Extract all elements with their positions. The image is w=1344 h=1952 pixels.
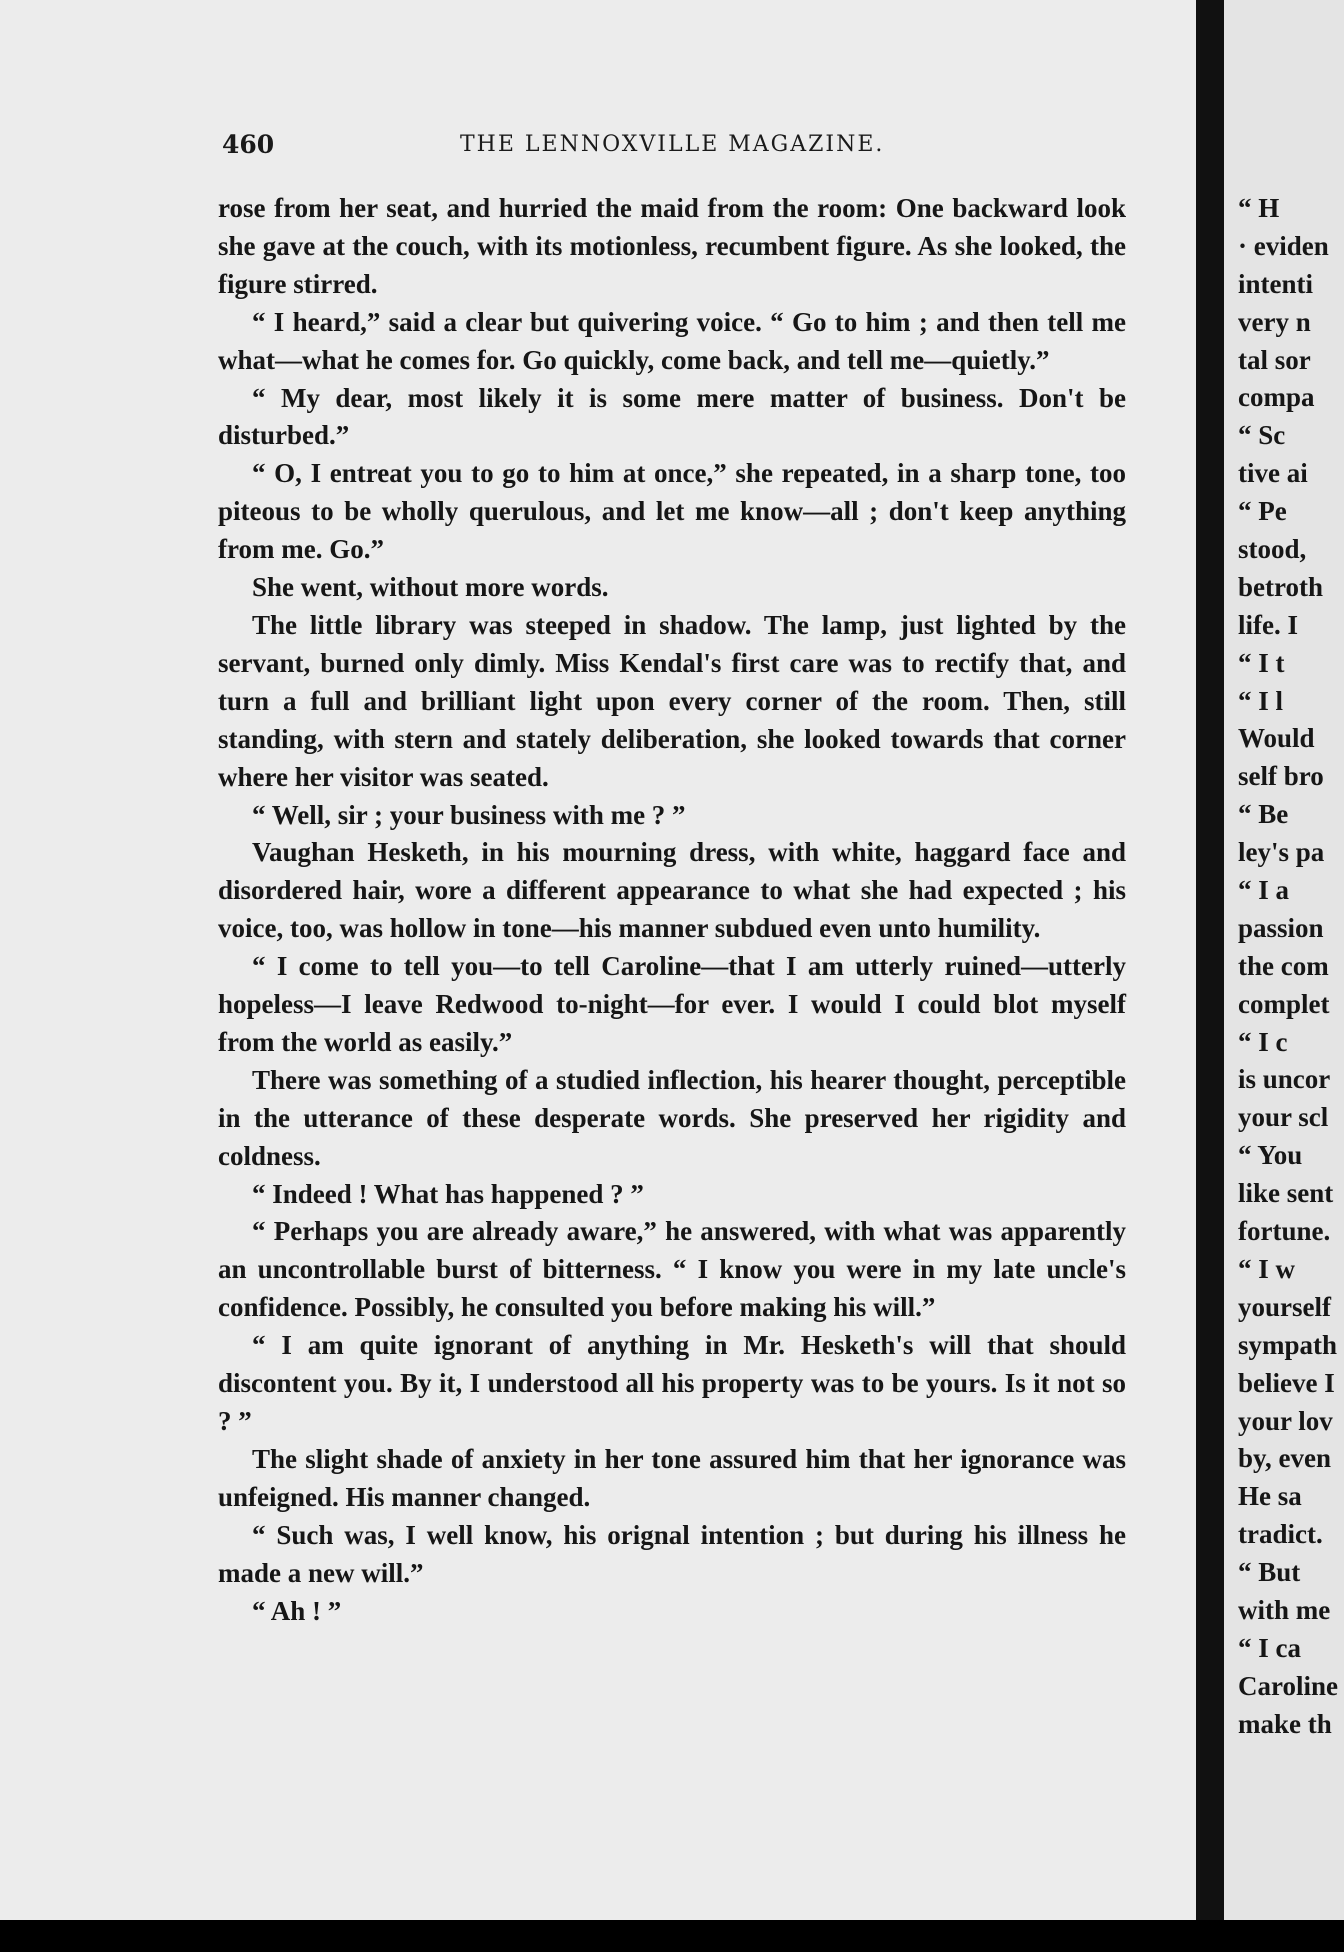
right-page-line: complet [1238, 988, 1330, 1019]
right-page-line: your lov [1238, 1405, 1333, 1436]
paragraph: “ I am quite ignorant of anything in Mr. Hesketh's will that should discontent you. By it, I understood all his property was to be yours. Is it not so ? ” [218, 1330, 1126, 1436]
right-page-line: He sa [1238, 1481, 1302, 1512]
paragraph: “ Ah ! ” [252, 1595, 342, 1626]
right-page-line: stood, [1238, 534, 1307, 565]
right-page-line: very n [1238, 306, 1311, 337]
right-page-line: self bro [1238, 761, 1324, 792]
right-page-line: compa [1238, 382, 1315, 413]
right-page-line: Caroline [1238, 1670, 1338, 1701]
right-page-line: believe I [1238, 1367, 1335, 1398]
right-page-line: “ I l [1238, 685, 1284, 716]
right-page-line: ley's pa [1238, 837, 1325, 868]
right-page-line: “ H [1238, 193, 1280, 223]
right-page-line: “ I t [1238, 647, 1285, 678]
right-page-line: tal sor [1238, 344, 1311, 375]
paragraph: “ O, I entreat you to go to him at once,” she repeated, in a sharp tone, too piteous to be wholly querulous, and let me know—all ; don't keep anything from me. Go.” [218, 458, 1126, 565]
right-page-line: intenti [1238, 268, 1314, 299]
right-page-line: with me [1238, 1594, 1331, 1625]
right-page-line: like sent [1238, 1178, 1334, 1209]
right-page-line: “ I c [1238, 1026, 1288, 1057]
paragraph: There was something of a studied inflection, his hearer thought, perceptible in the utterance of these desperate words. She preserved her rigidity and coldness. [218, 1064, 1126, 1171]
right-page-line: tive ai [1238, 458, 1308, 489]
paragraph: “ I heard,” said a clear but quivering voice. “ Go to him ; and then tell me what—what he comes for. Go quickly, come back, and tell me—quietly.” [218, 306, 1126, 375]
right-page-line: your scl [1238, 1102, 1329, 1133]
paragraph: “ Perhaps you are already aware,” he answered, with what was apparently an uncontrollable burst of bitterness. “ I know you were in my late uncle's confidence. Possibly, he consulted you before making his will.” [218, 1216, 1126, 1323]
paragraph: Vaughan Hesketh, in his mourning dress, with white, haggard face and disordered hair, wore a different appearance to what she had expected ; his voice, too, was hollow in tone—his manner subdued even unto humility. [218, 837, 1126, 944]
paragraph: “ I come to tell you—to tell Caroline—that I am utterly ruined—utterly hopeless—I leave Redwood to-night—for ever. I would I could blot myself from the world as easily.” [218, 951, 1126, 1057]
page-number: 460 [222, 130, 275, 159]
paragraph: She went, without more words. [252, 572, 609, 603]
paragraph: “ Such was, I well know, his orignal intention ; but during his illness he made a new will.” [218, 1519, 1126, 1588]
right-page-line: passion [1238, 912, 1324, 943]
right-page-line: Would [1238, 723, 1315, 754]
right-page-line: “ Be [1238, 799, 1289, 830]
scan-border [0, 1920, 1344, 1952]
right-page-line: betroth [1238, 571, 1323, 602]
right-page-text [1238, 190, 1344, 1744]
paragraph: rose from her seat, and hurried the maid from the room: One backward look she gave at the couch, with its motionless, recumbent figure. As she looked, the figure stirred. [218, 193, 1126, 299]
running-head [222, 124, 1122, 164]
right-page-line: “ But [1238, 1557, 1301, 1588]
paragraph: “ My dear, most likely it is some mere matter of business. Don't be disturbed.” [218, 382, 1126, 451]
right-page-line: “ I w [1238, 1253, 1296, 1284]
paragraph: The slight shade of anxiety in her tone assured him that her ignorance was unfeigned. His manner changed. [218, 1443, 1126, 1512]
right-page-line: “ I a [1238, 875, 1290, 906]
right-page-line: · eviden [1238, 230, 1329, 261]
right-page-line: sympath [1238, 1329, 1338, 1360]
right-page-line: fortune. [1238, 1216, 1331, 1247]
right-page-line: “ I ca [1238, 1632, 1301, 1663]
body-text [218, 190, 1126, 1630]
paragraph: “ Indeed ! What has happened ? ” [252, 1178, 644, 1209]
right-page-line: “ You [1238, 1140, 1303, 1171]
book-gutter [1196, 0, 1224, 1952]
right-page-line: tradict. [1238, 1519, 1323, 1550]
right-page-line: “ Sc [1238, 420, 1286, 451]
right-page-line: yourself [1238, 1291, 1331, 1322]
magazine-title: THE LENNOXVILLE MAGAZINE. [460, 132, 885, 157]
right-page-line: by, even [1238, 1443, 1332, 1474]
right-page-fragment [1224, 0, 1344, 1920]
paragraph: The little library was steeped in shadow. The lamp, just lighted by the servant, burned only dimly. Miss Kendal's first care was to rectify that, and turn a full and brilliant light upon every corner of the room. Then, still standing, with stern and stately deliberation, she looked towards that corner where her visitor was seated. [218, 609, 1126, 792]
right-page-line: is uncor [1238, 1064, 1331, 1095]
right-page-line: the com [1238, 950, 1329, 981]
right-page-line: “ Pe [1238, 496, 1287, 527]
right-page-line: make th [1238, 1708, 1332, 1739]
right-page-line: life. I [1238, 609, 1298, 640]
paragraph: “ Well, sir ; your business with me ? ” [252, 799, 686, 830]
